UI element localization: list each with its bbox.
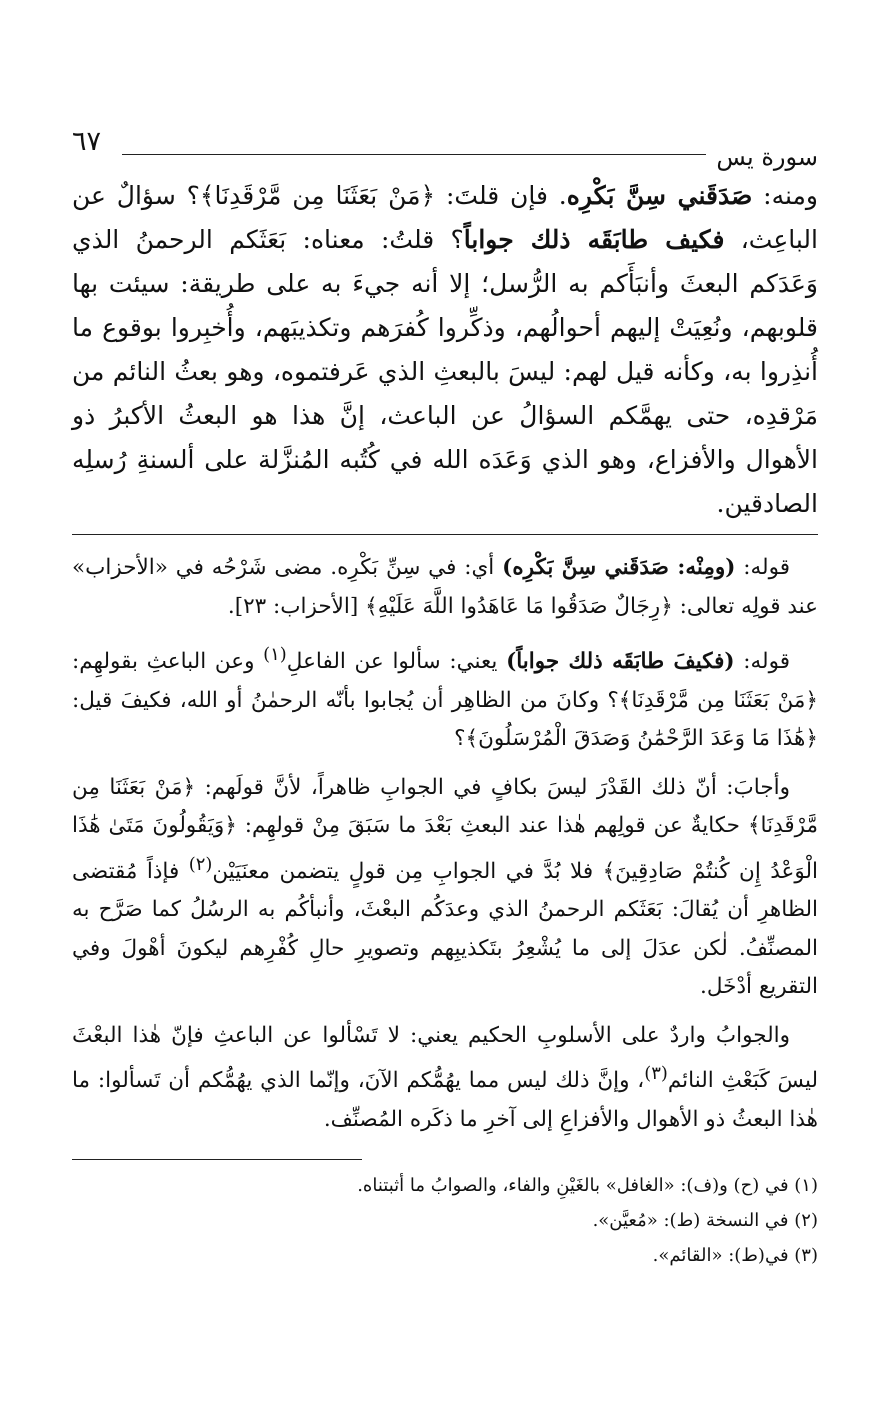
- commentary-text: فلا بُدَّ في الجوابِ مِن قولٍ يتضمن معنَيَيْن: [212, 858, 603, 884]
- footnote-ref[interactable]: (٢): [188, 853, 213, 875]
- surah-title: سورة يس: [716, 143, 818, 171]
- commentary: [72, 549, 818, 1139]
- commentary-lemma: (فكيفَ طابَقَه ذلك جواباً): [506, 649, 735, 675]
- commentary-text: وعن الباعثِ بقولهِم:: [72, 649, 264, 675]
- footnotes: [72, 1168, 818, 1273]
- commentary-paragraph: [72, 769, 818, 1007]
- footnote: (١) في (ح) و(ف): «الغافل» بالغَيْنِ والفاء، والصوابُ ما أثبتناه.: [357, 1175, 818, 1197]
- commentary-paragraph: [72, 549, 818, 626]
- commentary-text: ؟ وكانَ من الظاهِر أن يُجابوا بأنّه الرحمٰنُ أو الله، فكيفَ قيل:: [72, 687, 619, 713]
- commentary-text: ؟: [454, 726, 466, 752]
- commentary-text: فإذاً مُقتضى الظاهرِ أن يُقالَ: بَعَثَكم الرحمنُ الذي وعدَكُم البعْثَ، وأنبأكُم به الرسُلُ كما صَرَّح به المصنِّفُ. لٰكن عدَلَ إلى ما يُشْعِرُ بتَكذيبِهم وتصويرِ حالِ كُفْرِهم ليكونَ أهْولَ وفي التقريع أدْخَل.: [72, 858, 818, 1000]
- commentary-text: قوله:: [734, 649, 790, 675]
- commentary-text: والجوابُ واردٌ على الأسلوبِ الحكيم يعني: لا تَسْألوا عن الباعثِ فإنّ هٰذا البعْثَ ليسَ كَبَعْثِ النائم: [72, 1022, 818, 1094]
- footnote: (٣) في(ط): «القائم».: [652, 1245, 818, 1267]
- quran-verse: ﴿مَنْ بَعَثَنَا مِن مَّرْقَدِنَا﴾: [72, 774, 819, 839]
- quran-verse: ﴿مَنْ بَعَثَنَا مِن مَّرْقَدِنَا﴾: [618, 687, 818, 713]
- book-page: [72, 122, 818, 1322]
- page-number: ٦٧: [72, 126, 102, 157]
- main-text-part: ؟ قلتُ: معناه: بَعَثَكم الرحمنُ الذي وَعَدَكم البعثَ وأنبَأَكم به الرُّسل؛ إلا أنه جيءَ به على طريقة: سيئت بها قلوبهم، ونُعِيَتْ إليهم أحوالُهم، وذكِّروا كُفرَهم وتكذيبَهم، وأُخبِروا بوقوع ما أُنذِروا به، وكأنه قيل لهم: ليسَ بالبعثِ الذي عَرفتموه، وهو بعثُ النائم من مَرْقدِه، حتى يهمَّكم السؤالُ عن الباعث، إنَّ هذا هو البعثُ الأكبرُ ذو الأهوال والأفزاع، وهو الذي وَعَدَه الله في كُتُبه المُنزَّلة على ألسنةِ رُسلِه الصادقين.: [72, 225, 818, 518]
- quran-verse: ﴿وَيَقُولُونَ مَتَىٰ هَٰذَا الْوَعْدُ إِن كُنتُمْ صَادِقِينَ﴾: [72, 813, 818, 884]
- commentary-text: قوله:: [735, 555, 790, 580]
- commentary-text: يعني: سألوا عن الفاعلِ: [286, 649, 507, 675]
- footnote-ref[interactable]: (٣): [644, 1063, 668, 1085]
- commentary-text: أي: في سِنِّ بَكْرِه. مضى شَرْحُه في «الأحزاب» عند قولِه تعالى:: [72, 555, 818, 619]
- quran-verse: ﴿رِجَالٌ صَدَقُوا مَا عَاهَدُوا اللَّهَ عَلَيْهِ﴾: [365, 593, 673, 619]
- commentary-paragraph: [72, 1017, 818, 1140]
- quran-verse: ﴿مَنْ بَعَثَنَا مِن مَّرْقَدِنَا﴾: [199, 181, 436, 210]
- header-rule: [122, 154, 706, 155]
- commentary-text: ، وإنَّ ذلك ليس مما يهُمُّكم الآنَ، وإنّما الذي يهُمُّكم أن تَسألوا: ما هٰذا البعثُ ذو الأهوال والأفزاعِ إلى آخرِ ما ذكَره المُصنِّف.: [72, 1068, 818, 1132]
- page-header: [72, 122, 818, 172]
- main-text-question: فكيف طابَقَه ذلك جواباً: [463, 225, 725, 254]
- main-text-part: ومنه:: [752, 181, 818, 210]
- commentary-separator: [72, 534, 818, 535]
- main-text: [72, 174, 818, 526]
- quran-verse: ﴿هَٰذَا مَا وَعَدَ الرَّحْمَٰنُ وَصَدَقَ الْمُرْسَلُونَ﴾: [465, 726, 818, 752]
- commentary-text: وأجابَ: أنّ ذلك القَدْرَ ليسَ بكافٍ في الجوابِ ظاهراً، لأنَّ قولَهم:: [195, 774, 790, 800]
- commentary-lemma: (ومِنْه: صَدَقَني سِنَّ بَكْرِه): [502, 555, 736, 580]
- commentary-paragraph: [72, 636, 818, 759]
- commentary-text: [الأحزاب: ٢٣].: [227, 593, 366, 619]
- main-text-part: ؟ سؤالٌ عن الباعِث،: [72, 181, 819, 254]
- commentary-text: حكايةٌ عن قولِهم هٰذا عند البعثِ بَعْدَ ما سَبَقَ مِنْ قولهِم:: [236, 813, 748, 839]
- main-text-part: . فإن قلتَ:: [435, 181, 567, 210]
- footnote-ref[interactable]: (١): [263, 644, 287, 665]
- footnote: (٢) في النسخة (ط): «مُعيَّن».: [592, 1210, 818, 1232]
- footnote-separator: [72, 1159, 362, 1160]
- main-text-quote: صَدَقَني سِنَّ بَكْرِه: [566, 181, 753, 210]
